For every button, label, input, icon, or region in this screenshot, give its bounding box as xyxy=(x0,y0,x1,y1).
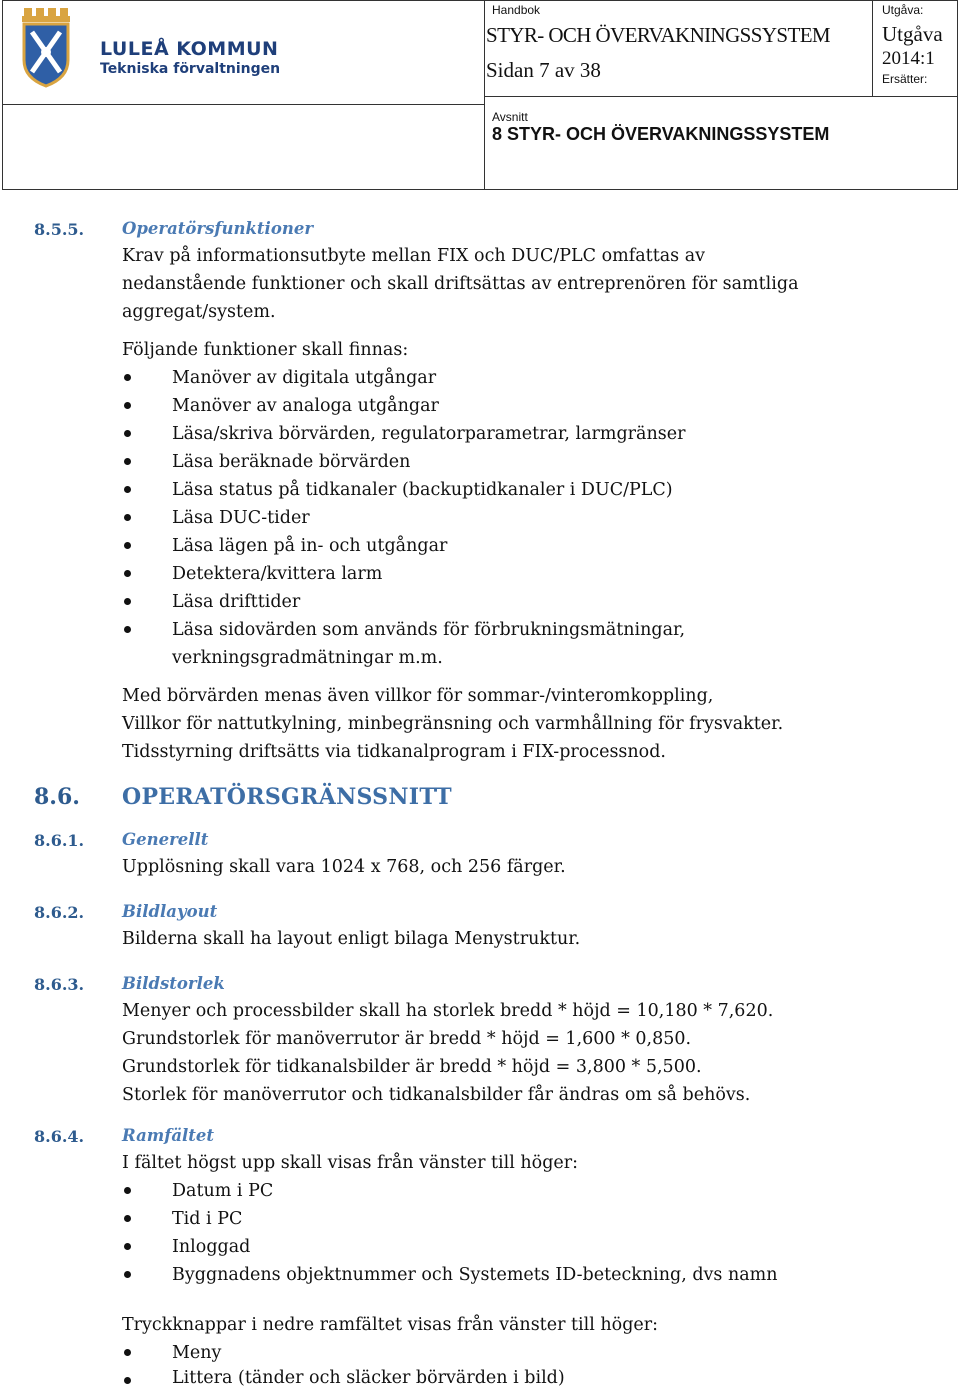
page-header xyxy=(2,0,958,190)
list-intro: I fältet högst upp skall visas från vänster till höger: xyxy=(122,1153,579,1173)
page-number: Sidan 7 av 38 xyxy=(486,58,601,82)
utgava-number: 2014:1 xyxy=(882,48,935,69)
bullet-icon xyxy=(124,598,131,605)
paragraph-line: Grundstorlek för tidkanalsbilder är bredd * höjd = 3,800 * 5,500. xyxy=(122,1057,702,1077)
logo-subtitle: Tekniska förvaltningen xyxy=(100,61,281,77)
bullet-icon xyxy=(124,570,131,577)
list-item: Detektera/kvittera larm xyxy=(172,564,383,584)
list-item: Läsa sidovärden som används för förbrukningsmätningar, xyxy=(172,620,686,640)
paragraph-line: Grundstorlek för manöverrutor är bredd * höjd = 1,600 * 0,850. xyxy=(122,1029,692,1049)
paragraph-line: nedanstående funktioner och skall driftsättas av entreprenören för samtliga xyxy=(122,274,799,294)
section-heading: Generellt xyxy=(122,830,209,849)
ersatter-label: Ersätter: xyxy=(882,72,928,86)
section-number: 8.6.1. xyxy=(34,831,85,850)
list-item: Inloggad xyxy=(172,1237,251,1257)
section-heading: Bildstorlek xyxy=(122,974,225,993)
list-item: Byggnadens objektnummer och Systemets ID-beteckning, dvs namn xyxy=(172,1265,778,1285)
list-item: Läsa beräknade börvärden xyxy=(172,452,411,472)
list-item: Läsa lägen på in- och utgångar xyxy=(172,536,448,556)
paragraph-line: Villkor för nattutkylning, minbegränsning och varmhållning för frysvakter. xyxy=(122,714,784,734)
list-item: Manöver av digitala utgångar xyxy=(172,368,437,388)
list-item: Läsa status på tidkanaler (backuptidkanaler i DUC/PLC) xyxy=(172,480,673,500)
list-item: Datum i PC xyxy=(172,1181,274,1201)
bullet-icon xyxy=(124,1243,131,1250)
section-heading: Ramfältet xyxy=(122,1126,215,1145)
list-item: Meny xyxy=(172,1343,222,1363)
avsnitt-title: 8 STYR- OCH ÖVERVAKNINGSSYSTEM xyxy=(492,124,830,144)
utgava-label: Utgåva: xyxy=(882,3,924,17)
bullet-icon xyxy=(124,486,131,493)
section-number: 8.6.3. xyxy=(34,975,85,994)
section-number: 8.6.4. xyxy=(34,1127,85,1146)
avsnitt-label: Avsnitt xyxy=(492,110,528,124)
utgava-value: Utgåva xyxy=(882,22,943,46)
handbok-title: STYR- OCH ÖVERVAKNINGSSYSTEM xyxy=(486,23,831,47)
list-item: Tid i PC xyxy=(172,1209,243,1229)
bullet-icon xyxy=(124,1271,131,1278)
coat-of-arms-icon xyxy=(20,8,80,88)
paragraph-line: Med börvärden menas även villkor för sommar-/vinteromkoppling, xyxy=(122,686,714,706)
list-item: Littera (tänder och släcker börvärden i bild) xyxy=(172,1368,565,1388)
chapter-number: 8.6. xyxy=(34,784,80,810)
section-number: 8.6.2. xyxy=(34,903,85,922)
bullet-icon xyxy=(124,542,131,549)
bullet-icon xyxy=(124,1187,131,1194)
bullet-icon xyxy=(124,1349,131,1356)
bullet-icon xyxy=(124,430,131,437)
paragraph-line: Upplösning skall vara 1024 x 768, och 256 färger. xyxy=(122,857,566,877)
section-heading: Operatörsfunktioner xyxy=(122,219,314,238)
paragraph-line: Menyer och processbilder skall ha storlek bredd * höjd = 10,180 * 7,620. xyxy=(122,1001,774,1021)
chapter-heading: OPERATÖRSGRÄNSSNITT xyxy=(122,784,452,810)
bullet-icon xyxy=(124,514,131,521)
section-number: 8.5.5. xyxy=(34,220,85,239)
list-item: Läsa drifttider xyxy=(172,592,301,612)
paragraph-line: Tidsstyrning driftsätts via tidkanalprogram i FIX-processnod. xyxy=(122,742,666,762)
list-item: Manöver av analoga utgångar xyxy=(172,396,439,416)
paragraph-line: Krav på informationsutbyte mellan FIX och DUC/PLC omfattas av xyxy=(122,246,706,266)
lulea-kommun-logo xyxy=(20,8,281,88)
list-intro: Följande funktioner skall finnas: xyxy=(122,340,409,360)
bullet-icon xyxy=(124,1377,131,1384)
paragraph-line: aggregat/system. xyxy=(122,302,276,322)
paragraph-line: Storlek för manöverrutor och tidkanalsbilder får ändras om så behövs. xyxy=(122,1085,751,1105)
bullet-icon xyxy=(124,402,131,409)
bullet-icon xyxy=(124,1215,131,1222)
bullet-icon xyxy=(124,626,131,633)
paragraph-line: Bilderna skall ha layout enligt bilaga Menystruktur. xyxy=(122,929,581,949)
list-item: Läsa/skriva börvärden, regulatorparametrar, larmgränser xyxy=(172,424,686,444)
logo-title: LULEÅ KOMMUN xyxy=(100,38,279,60)
list-intro: Tryckknappar i nedre ramfältet visas från vänster till höger: xyxy=(122,1315,659,1335)
list-item: Läsa DUC-tider xyxy=(172,508,310,528)
bullet-icon xyxy=(124,458,131,465)
list-item-continuation: verkningsgradmätningar m.m. xyxy=(172,648,443,668)
bullet-icon xyxy=(124,374,131,381)
handbok-label: Handbok xyxy=(492,3,541,17)
section-heading: Bildlayout xyxy=(122,902,218,921)
